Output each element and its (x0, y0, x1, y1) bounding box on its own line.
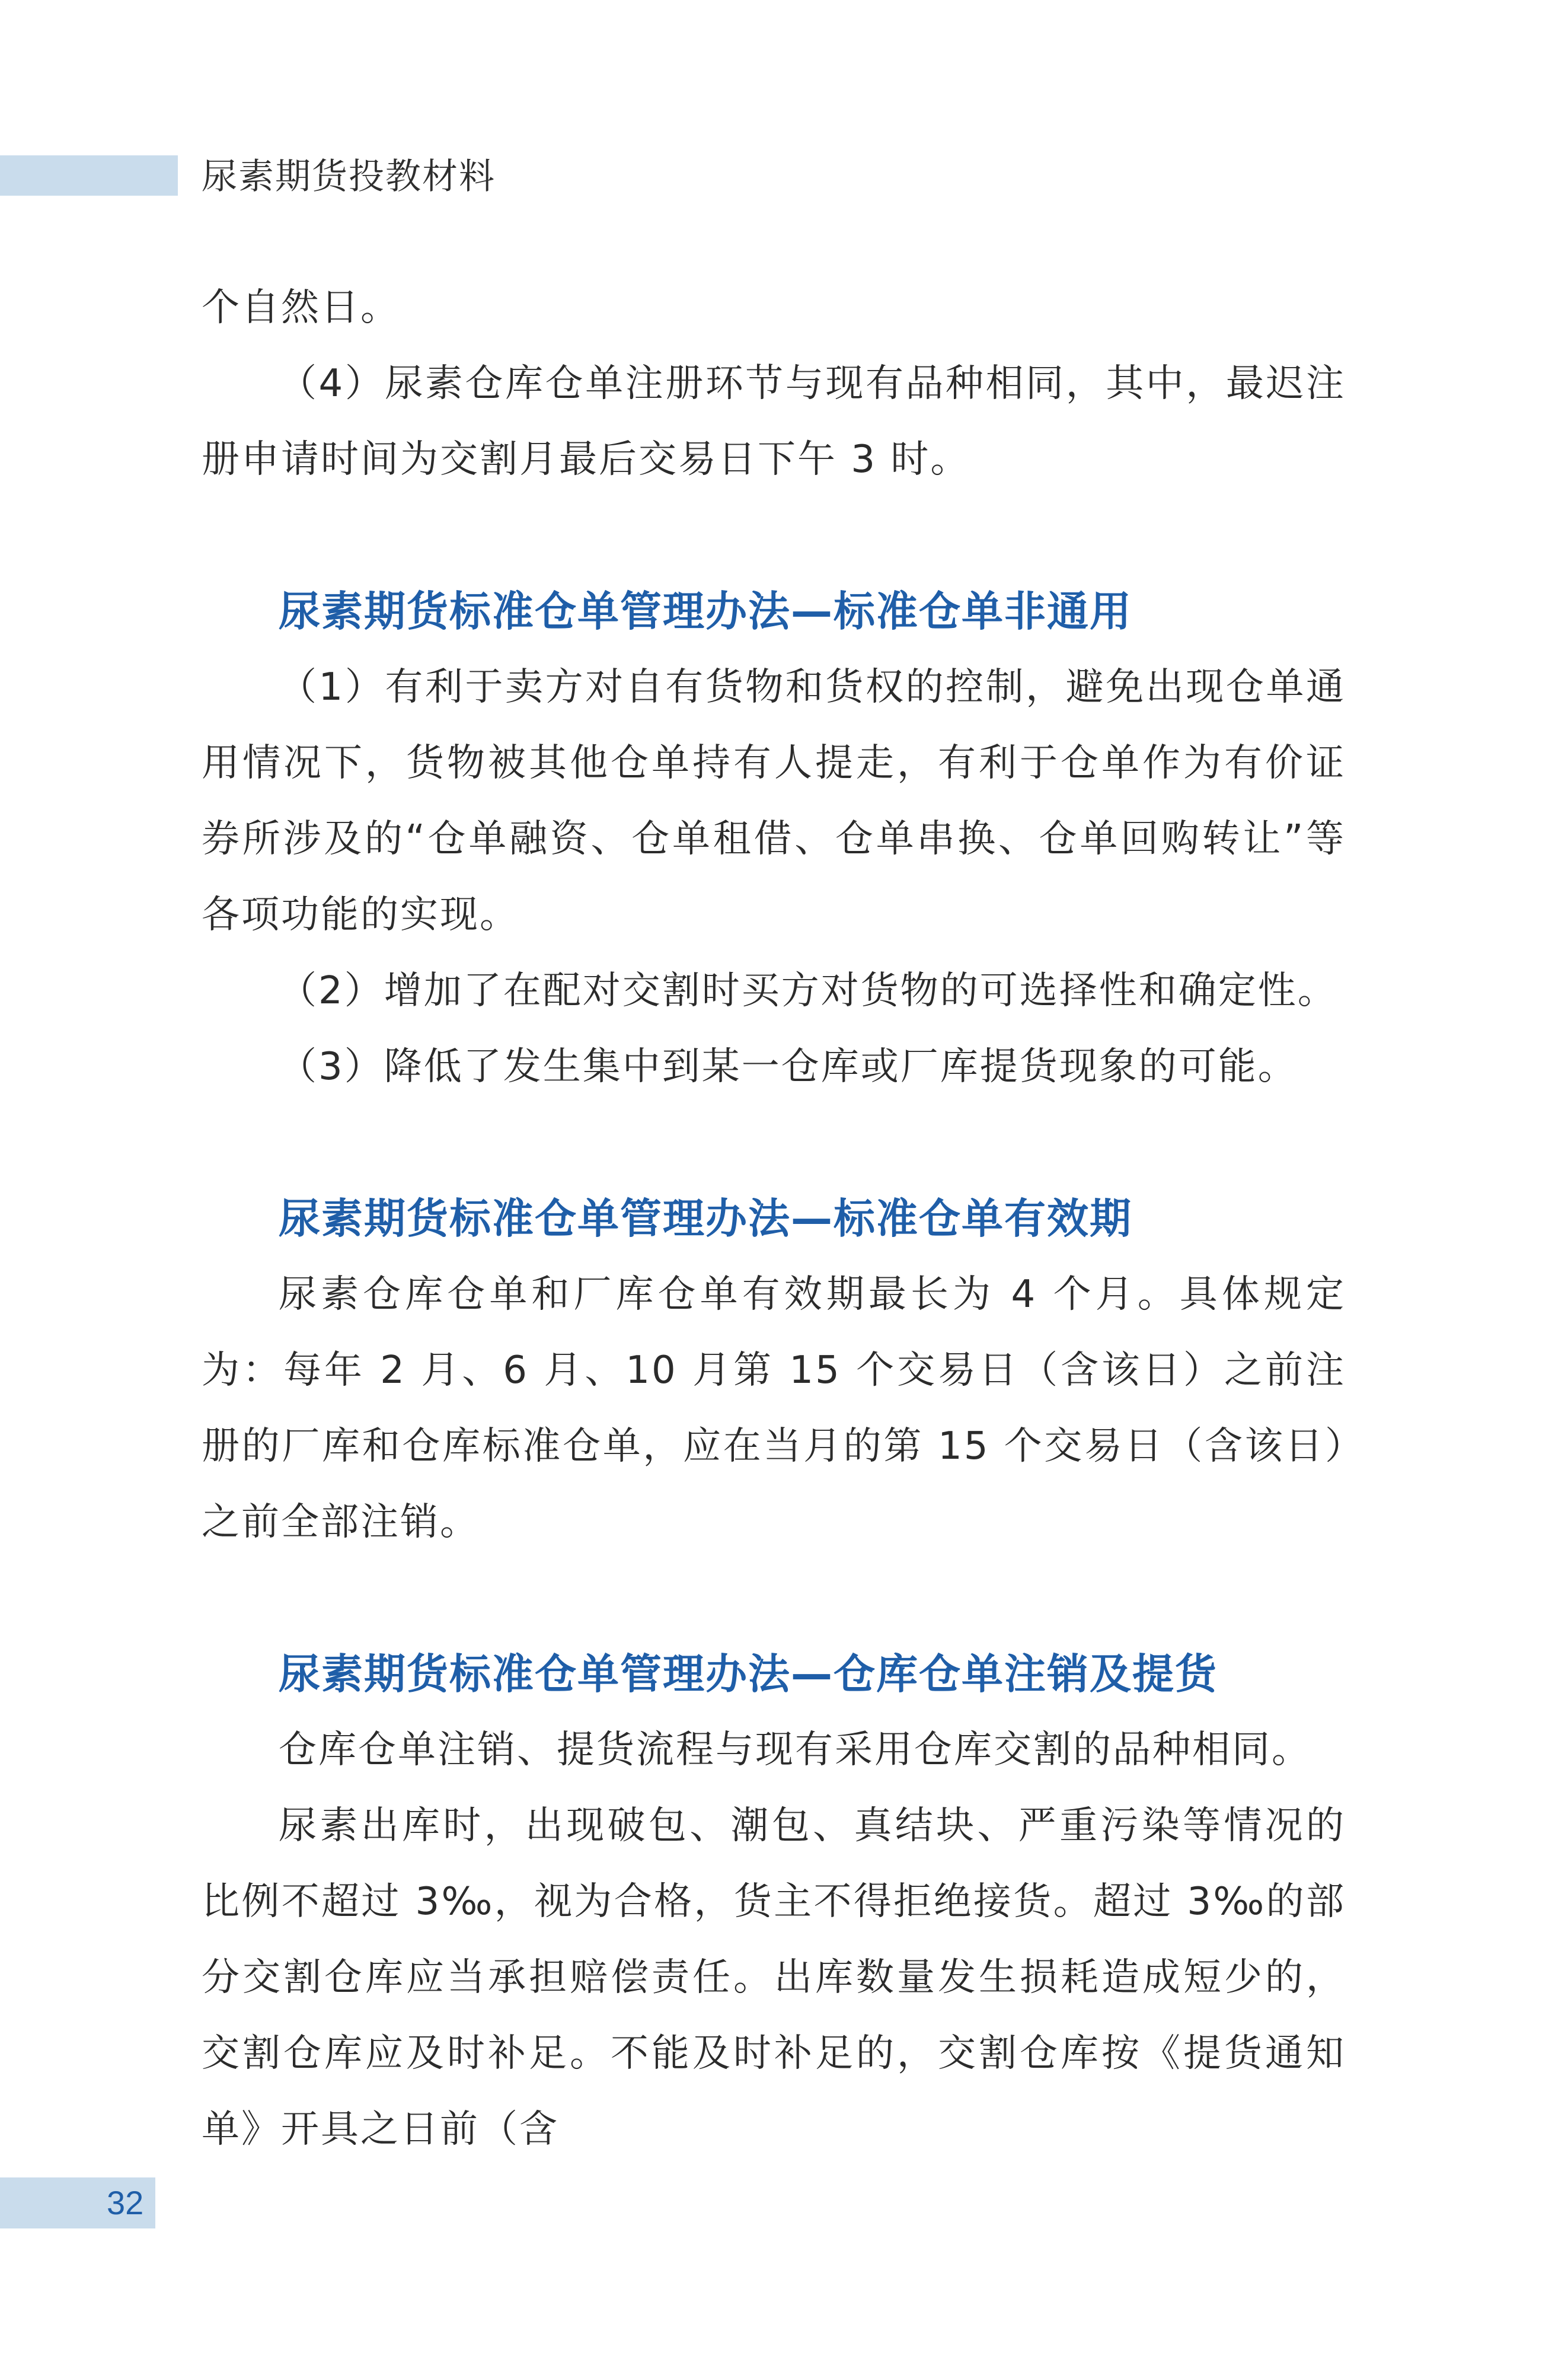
body-paragraph: （2）增加了在配对交割时买方对货物的可选择性和确定性。 (279, 969, 1337, 1013)
section-heading: 尿素期货标准仓单管理办法—标准仓单非通用 (279, 587, 1132, 636)
header-title: 尿素期货投教材料 (202, 156, 496, 197)
section-heading: 尿素期货标准仓单管理办法—标准仓单有效期 (279, 1194, 1132, 1243)
body-paragraph: 仓库仓单注销、提货流程与现有采用仓库交割的品种相同。 (279, 1728, 1311, 1772)
body-paragraph: 个自然日。 (202, 286, 400, 330)
body-paragraph: （1）有利于卖方对自有货物和货权的控制，避免出现仓单通用情况下，货物被其他仓单持有人提走，有利于仓单作为有价证券所涉及的“仓单融资、仓单租借、仓单串换、仓单回购转让”等各项功能的实现。 (202, 665, 1346, 937)
section-heading: 尿素期货标准仓单管理办法—仓库仓单注销及提货 (279, 1650, 1218, 1698)
section-spacer (202, 1560, 1346, 1636)
body-paragraph: （3）降低了发生集中到某一仓库或厂库提货现象的可能。 (279, 1045, 1298, 1089)
header-accent-bar (0, 155, 178, 196)
body-paragraph: 尿素仓库仓单和厂库仓单有效期最长为 4 个月。具体规定为：每年 2 月、6 月、10 月第 15 个交易日（含该日）之前注册的厂库和仓库标准仓单，应在当月的第 15 个交易日（含该日）之前全部注销。 (202, 1273, 1346, 1544)
section-spacer (202, 498, 1346, 573)
section-spacer (202, 1105, 1346, 1181)
document-body (202, 270, 1346, 2167)
body-paragraph: 尿素出库时，出现破包、潮包、真结块、严重污染等情况的比例不超过 3‰，视为合格，货主不得拒绝接货。超过 3‰的部分交割仓库应当承担赔偿责任。出库数量发生损耗造成短少的，交割仓库应及时补足。不能及时补足的，交割仓库按《提货通知单》开具之日前（含 (202, 1804, 1346, 2151)
body-paragraph: （4）尿素仓库仓单注册环节与现有品种相同，其中，最迟注册申请时间为交割月最后交易日下午 3 时。 (202, 362, 1346, 482)
page-number: 32 (107, 2184, 144, 2221)
